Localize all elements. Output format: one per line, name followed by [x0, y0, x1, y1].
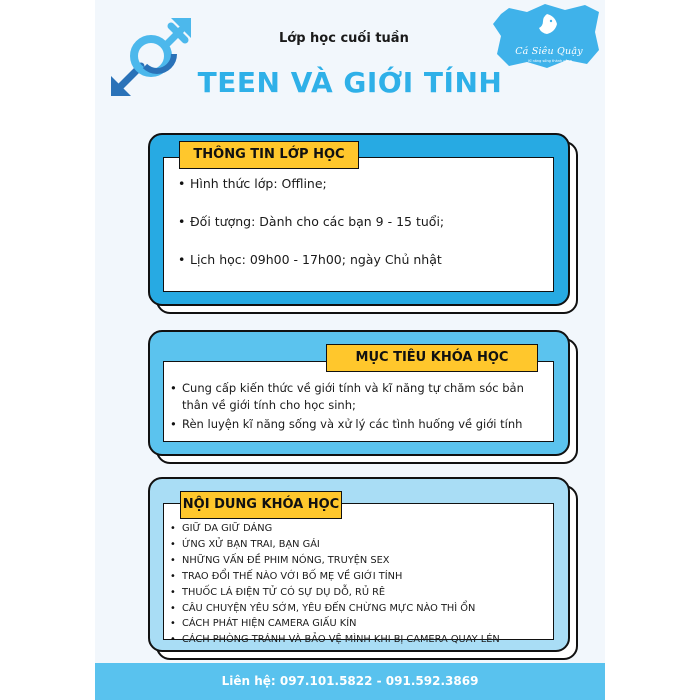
list-item: • NHỮNG VẤN ĐỀ PHIM NÓNG, TRUYỆN SEX — [182, 553, 550, 569]
list-item: • THUỐC LÁ ĐIỆN TỬ CÓ SỰ DỤ DỖ, RỦ RÊ — [182, 585, 550, 601]
list-item: • Cung cấp kiến thức về giới tính và kĩ năng tự chăm sóc bản thân về giới tính cho học sinh; — [182, 380, 544, 414]
section-course-content — [148, 477, 570, 652]
logo-name: Cá Siêu Quậy — [515, 46, 583, 57]
list-item: • CÁCH PHÁT HIỆN CAMERA GIẤU KÍN — [182, 616, 550, 632]
list-item: • ỨNG XỬ BẠN TRAI, BẠN GÁI — [182, 537, 550, 553]
goals-list — [182, 380, 544, 435]
section-heading: THÔNG TIN LỚP HỌC — [179, 141, 359, 169]
list-item: • TRAO ĐỔI THẾ NÀO VỚI BỐ MẸ VỀ GIỚI TÍNH — [182, 569, 550, 585]
section-heading: NỘI DUNG KHÓA HỌC — [180, 491, 342, 519]
list-item: • Lịch học: 09h00 - 17h00; ngày Chủ nhật — [190, 251, 550, 289]
list-item: • Rèn luyện kĩ năng sống và xử lý các tình huống về giới tính — [182, 416, 544, 433]
subtitle: Lớp học cuối tuần — [279, 31, 409, 46]
list-item: • CÁCH PHÒNG TRÁNH VÀ BẢO VỆ MÌNH KHI BỊ CAMERA QUAY LÉN — [182, 632, 550, 648]
list-item: • GIỮ DA GIỮ DÁNG — [182, 521, 550, 537]
section-heading: MỤC TIÊU KHÓA HỌC — [326, 344, 538, 372]
contact-footer: Liên hệ: 097.101.5822 - 091.592.3869 — [95, 663, 605, 700]
content-list — [182, 521, 550, 648]
section-course-goals — [148, 330, 570, 456]
logo — [487, 2, 601, 72]
section-class-info — [148, 133, 570, 306]
poster — [95, 0, 605, 700]
list-item: • CÂU CHUYỆN YÊU SỚM, YÊU ĐẾN CHỪNG MỰC NÀO THÌ ỔN — [182, 601, 550, 617]
page-title: TEEN VÀ GIỚI TÍNH — [197, 66, 503, 99]
info-list — [190, 175, 550, 289]
list-item: • Hình thức lớp: Offline; — [190, 175, 550, 213]
list-item: • Đối tượng: Dành cho các bạn 9 - 15 tuổi; — [190, 213, 550, 251]
logo-tagline: Kĩ năng sống thành công — [528, 59, 572, 63]
